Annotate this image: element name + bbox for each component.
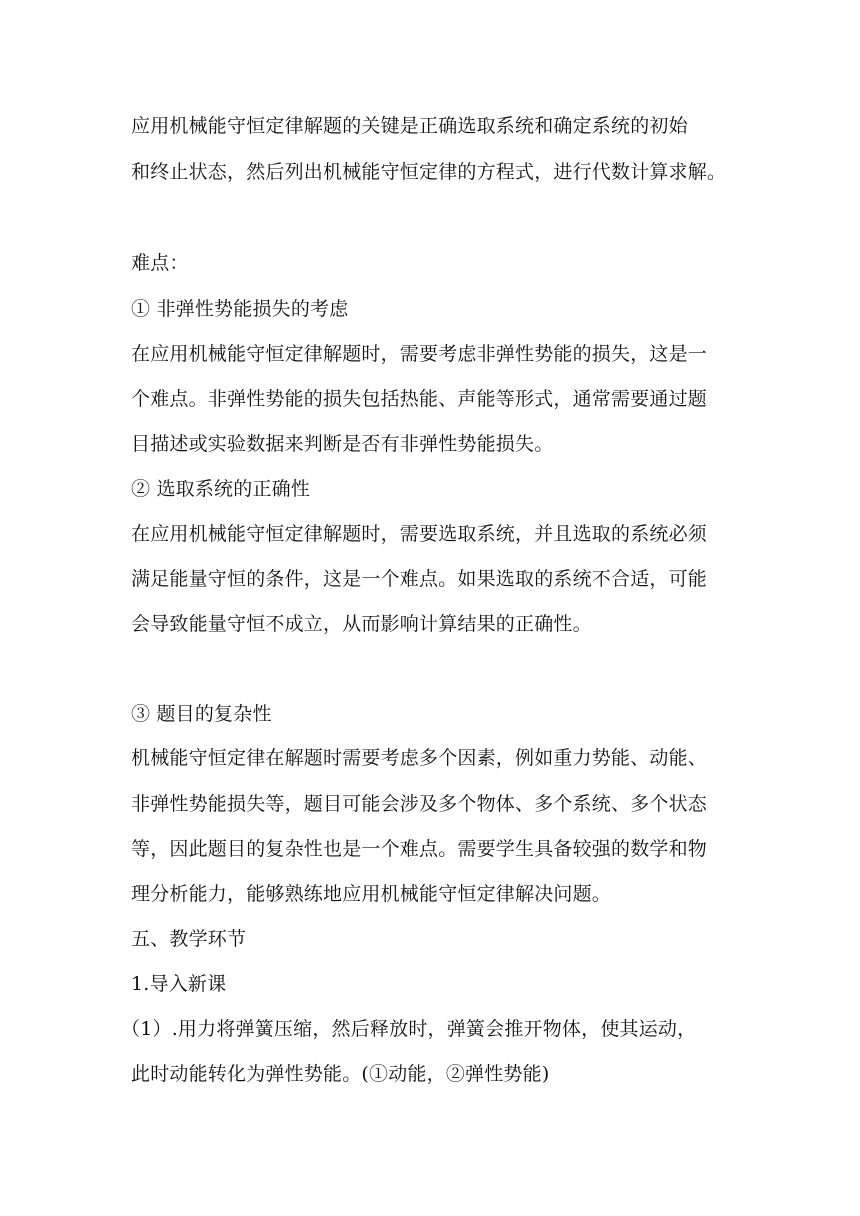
item1-line-1: （1）.用力将弹簧压缩，然后释放时，弹簧会推开物体，使其运动， [121,1018,697,1040]
point1-line-1: 在应用机械能守恒定律解题时，需要考虑非弹性势能的损失，这是一 [131,343,708,365]
point3-line-1: 机械能守恒定律在解题时需要考虑多个因素，例如重力势能、动能、 [131,747,708,769]
difficulties-heading: 难点： [131,252,189,274]
point2-title: ② 选取系统的正确性 [131,478,311,500]
section5-heading: 五、教学环节 [131,928,247,950]
intro-line-1: 应用机械能守恒定律解题的关键是正确选取系统和确定系统的初始 [131,115,688,137]
point1-line-3: 目描述或实验数据来判断是否有非弹性势能损失。 [131,433,554,455]
point3-line-2: 非弹性势能损失等，题目可能会涉及多个物体、多个系统、多个状态 [131,793,708,815]
point3-line-4: 理分析能力，能够熟练地应用机械能守恒定律解决问题。 [131,883,612,905]
point2-line-3: 会导致能量守恒不成立，从而影响计算结果的正确性。 [131,613,592,635]
point3-title: ③ 题目的复杂性 [131,703,272,725]
point1-line-2: 个难点。非弹性势能的损失包括热能、声能等形式，通常需要通过题 [131,388,708,410]
point1-title: ① 非弹性势能损失的考虑 [131,298,349,320]
point3-line-3: 等，因此题目的复杂性也是一个难点。需要学生具备较强的数学和物 [131,838,708,860]
item1-line-2: 此时动能转化为弹性势能。(①动能，②弹性势能) [131,1063,550,1085]
point2-line-1: 在应用机械能守恒定律解题时，需要选取系统，并且选取的系统必须 [131,523,708,545]
point2-line-2: 满足能量守恒的条件，这是一个难点。如果选取的系统不合适，可能 [131,568,708,590]
intro-line-2: 和终止状态，然后列出机械能守恒定律的方程式，进行代数计算求解。 [131,161,727,183]
subsection1-heading: 1.导入新课 [131,973,227,995]
